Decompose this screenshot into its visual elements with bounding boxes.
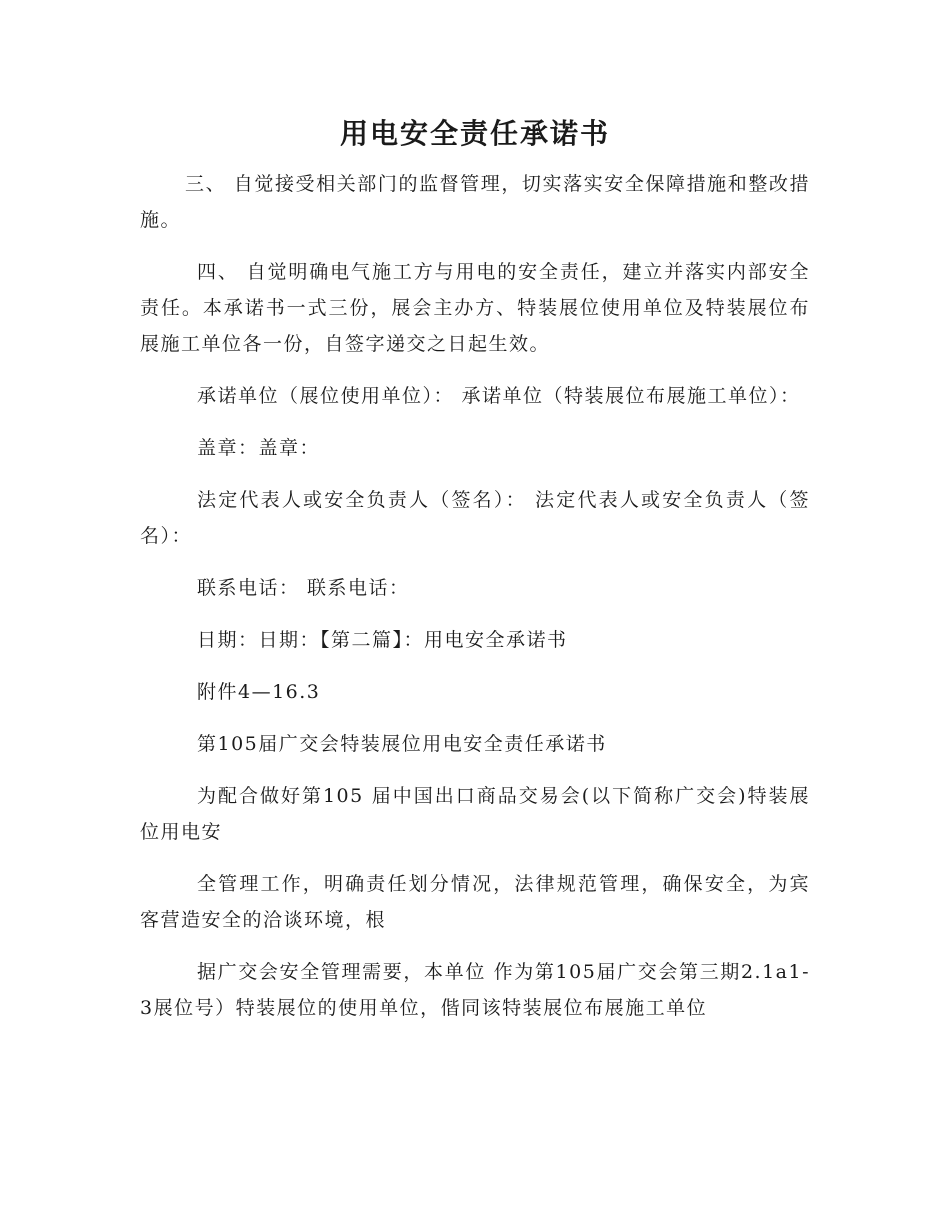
paragraph-8: 附件4—16.3 <box>197 681 321 703</box>
paragraph-6: 联系电话： 联系电话： <box>197 577 410 599</box>
paragraph-10: 为配合做好第105 届中国出口商品交易会(以下简称广交会)特装展位用电安 <box>140 785 810 843</box>
document-title: 用电安全责任承诺书 <box>339 117 610 150</box>
paragraph-7: 日期：日期：【第二篇】：用电安全承诺书 <box>197 629 568 651</box>
paragraph-2: 四、 自觉明确电气施工方与用电的安全责任，建立并落实内部安全责任。本承诺书一式三份，展会主办方、特装展位使用单位及特装展位布展施工单位各一份，自签字递交之日起生效。 <box>140 261 810 355</box>
document-body <box>140 166 810 1042</box>
paragraph-5: 法定代表人或安全负责人（签名）： 法定代表人或安全负责人（签名）： <box>140 489 810 547</box>
paragraph-11: 全管理工作，明确责任划分情况，法律规范管理，确保安全，为宾客营造安全的洽谈环境，根 <box>140 873 810 931</box>
paragraph-3: 承诺单位（展位使用单位）： 承诺单位（特装展位布展施工单位）： <box>197 385 801 407</box>
paragraph-12: 据广交会安全管理需要，本单位 作为第105届广交会第三期2.1a1-3展位号）特装展位的使用单位，偕同该特装展位布展施工单位 <box>140 961 810 1019</box>
paragraph-4: 盖章：盖章： <box>197 437 321 459</box>
paragraph-1: 三、 自觉接受相关部门的监督管理，切实落实安全保障措施和整改措施。 <box>140 173 810 231</box>
paragraph-9: 第105届广交会特装展位用电安全责任承诺书 <box>197 733 607 755</box>
